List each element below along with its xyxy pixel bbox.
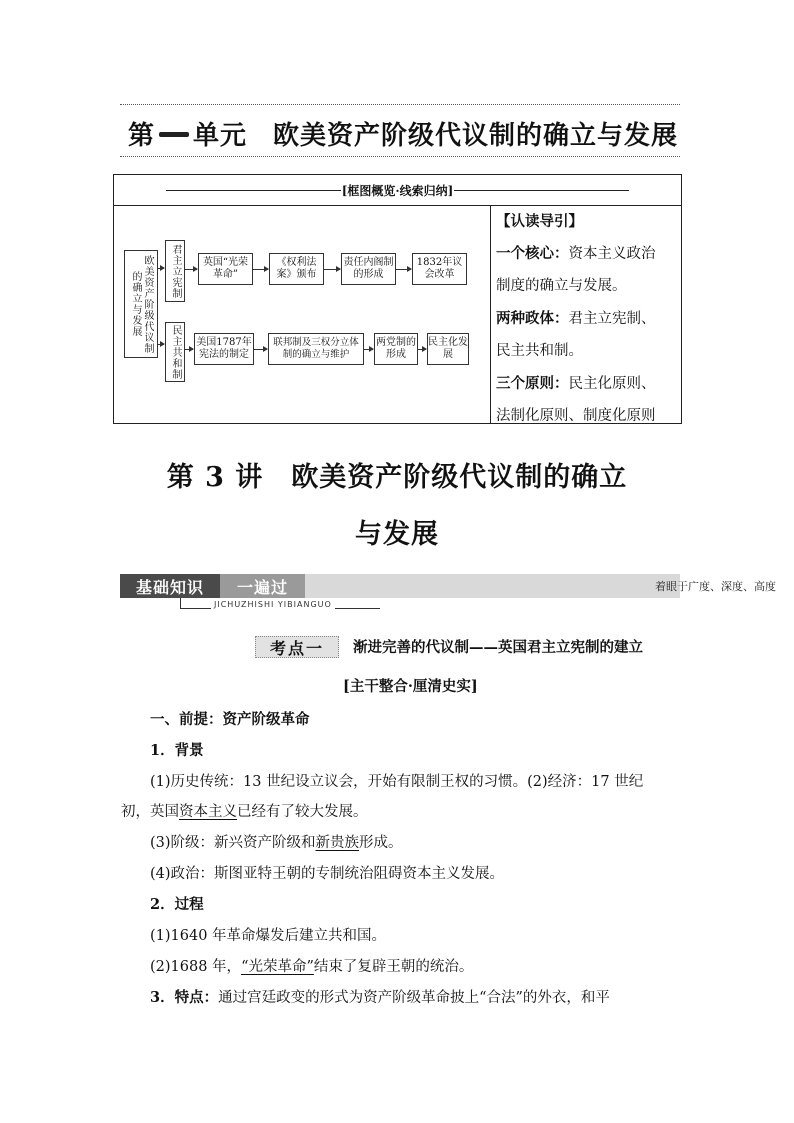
diagram-step-bottom-4: 民主化发展: [427, 333, 469, 365]
section-heading: [主干整合·厘清史实]: [343, 678, 478, 695]
paragraph: (2)1688 年，“光荣革命”结束了复辟王朝的统治。: [150, 959, 474, 975]
overview-divider: [490, 206, 491, 424]
lecture-title-line1: 第 3 讲 欧美资产阶级代议制的确立: [166, 462, 628, 493]
reading-guide: [496, 206, 678, 433]
unit-title: [128, 113, 688, 153]
heading-1-1: 1．背景: [150, 742, 204, 759]
guide-line: 民主共和制。: [496, 343, 583, 359]
diagram-step-top-2: 《权利法案》颁布: [269, 253, 324, 285]
paragraph: (1)1640 年革命爆发后建立共和国。: [150, 928, 387, 944]
diagram-step-top-1: 英国“光荣革命”: [198, 253, 253, 285]
banner-tagline: 着眼于广度、深度、高度: [655, 580, 776, 593]
arrow: [418, 349, 426, 350]
paragraph: (4)政治：斯图亚特王朝的专制统治阻碍资本主义发展。: [150, 866, 505, 882]
arrow: [396, 269, 411, 270]
arrow: [324, 269, 340, 270]
lecture-title-line2: 与发展: [355, 519, 439, 550]
guide-heading: 【认读导引】: [496, 213, 583, 230]
diagram-root: 欧美资产阶级代议制的确立与发展: [124, 250, 158, 358]
diagram-step-bottom-1: 美国1787年宪法的制定: [194, 333, 254, 365]
diagram-step-top-3: 责任内阁制的形成: [341, 253, 396, 285]
arrow: [254, 349, 267, 350]
heading-1: 一、前提：资产阶级革命: [150, 711, 310, 728]
guide-line: 法制化原则、制度化原则: [496, 408, 656, 424]
guide-line: 三个原则：民主化原则、: [496, 374, 656, 392]
unit-suffix: 单元: [193, 120, 248, 151]
diagram-branch-bottom: 民主共和制: [165, 322, 185, 382]
unit-title-text: 欧美资产阶级代议制的确立与发展: [273, 120, 679, 151]
diagram-step-bottom-2: 联邦制及三权分立体制的确立与维护: [268, 333, 364, 365]
guide-line: 两种政体：君主立宪制、: [496, 309, 656, 327]
diagram-step-bottom-3: 两党制的形成: [374, 333, 418, 365]
banner-label: 基础知识: [120, 574, 220, 598]
exam-point-badge: 考点一: [255, 636, 339, 658]
paragraph: (3)阶级：新兴资产阶级和新贵族形成。: [150, 835, 403, 851]
bottom-dotted-rule: [120, 156, 680, 157]
guide-line: 一个核心：资本主义政治: [496, 244, 656, 262]
arrow: [158, 344, 164, 345]
guide-line: 制度的确立与发展。: [496, 278, 627, 294]
arrow: [364, 349, 373, 350]
diagram-branch-top: 君主立宪制: [165, 240, 185, 302]
banner-pinyin: JICHUZHISHI YIBIANGUO: [211, 600, 335, 609]
arrow: [185, 269, 197, 270]
heading-1-2: 2．过程: [150, 896, 204, 913]
paragraph: 3．特点：通过宫廷政变的形式为资产阶级革命披上“合法”的外衣，和平: [150, 989, 610, 1006]
arrow: [158, 268, 164, 269]
banner-label-secondary: 一遍过: [220, 574, 305, 598]
paragraph: 初，英国资本主义已经有了较大发展。: [121, 804, 368, 820]
unit-number-mark: [157, 119, 191, 147]
paragraph: (1)历史传统：13 世纪设立议会，开始有限制王权的习惯。(2)经济：17 世纪: [150, 774, 644, 790]
exam-point-title: 渐进完善的代议制——英国君主立宪制的建立: [353, 639, 643, 656]
top-dotted-rule: [120, 104, 680, 105]
overview-heading: [框图概览·线索归纳]: [114, 175, 681, 206]
arrow: [185, 349, 193, 350]
arrow: [253, 269, 268, 270]
diagram-step-top-4: 1832年议会改革: [412, 253, 467, 285]
unit-prefix: 第: [128, 120, 156, 151]
